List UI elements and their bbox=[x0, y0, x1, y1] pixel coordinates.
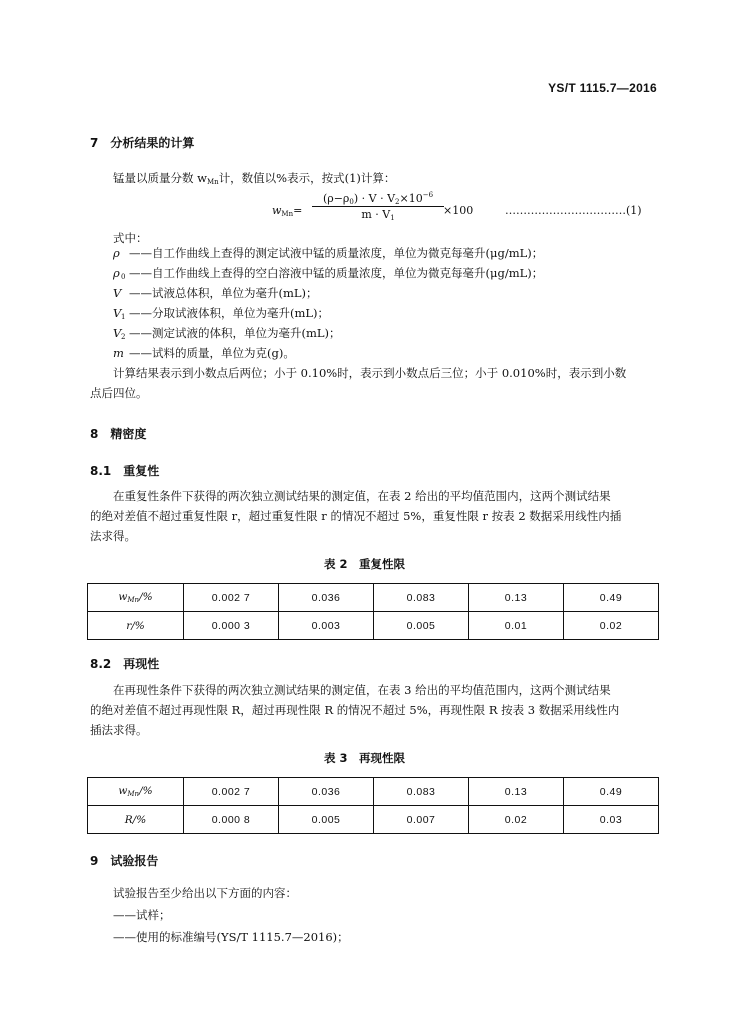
reproducibility-para-line3: 插法求得。 bbox=[90, 723, 148, 737]
formula-tail: ×100 bbox=[443, 204, 474, 217]
table-cell: 0.02 bbox=[469, 806, 564, 834]
table-cell: 0.036 bbox=[279, 584, 374, 612]
table-cell: 0.000 8 bbox=[184, 806, 279, 834]
reproducibility-para-line1: 在再现性条件下获得的两次独立测试结果的测定值，在表 3 给出的平均值范围内，这两个测试结果 bbox=[113, 683, 611, 697]
where-label: 式中： bbox=[113, 231, 148, 245]
section-7-intro: 锰量以质量分数 $w_{Mn}$计，数值以%表示，按式(1)计算： bbox=[113, 171, 396, 186]
formula-denominator: $m \cdot V_1$ bbox=[361, 208, 395, 222]
table-cell: 0.03 bbox=[564, 806, 659, 834]
section-8-1-heading: 8.1 重复性 bbox=[90, 464, 160, 478]
table-cell: 0.007 bbox=[374, 806, 469, 834]
table-cell: 0.005 bbox=[279, 806, 374, 834]
repeatability-para-line3: 法求得。 bbox=[90, 529, 136, 543]
table-cell: 0.02 bbox=[564, 612, 659, 640]
definition-item: V ——试液总体积，单位为毫升(mL)； bbox=[113, 286, 318, 300]
definition-item: ρ0 ——自工作曲线上查得的空白溶液中锰的质量浓度，单位为微克每毫升(μg/mL)； bbox=[113, 266, 544, 281]
repeatability-para-line1: 在重复性条件下获得的两次独立测试结果的测定值，在表 2 给出的平均值范围内，这两个测试结果 bbox=[113, 489, 611, 503]
report-item: ——使用的标准编号(YS/T 1115.7—2016)； bbox=[113, 930, 349, 944]
table-3-row1-label: $w_{Mn}/\%$ bbox=[88, 778, 184, 806]
formula-lhs: $w_{Mn}=$ bbox=[272, 204, 303, 218]
result-rule-line2: 点后四位。 bbox=[90, 386, 148, 400]
formula-numerator: $(\rho-\rho_0) \cdot V \cdot V_2\times 10^{-6}$ bbox=[322, 191, 434, 206]
table-cell: 0.000 3 bbox=[184, 612, 279, 640]
table-cell: 0.003 bbox=[279, 612, 374, 640]
table-cell: 0.002 7 bbox=[184, 584, 279, 612]
section-9-heading: 9 试验报告 bbox=[90, 854, 159, 868]
definition-item: ρ ——自工作曲线上查得的测定试液中锰的质量浓度，单位为微克每毫升(μg/mL)； bbox=[113, 246, 544, 260]
definition-item: V2 ——测定试液的体积，单位为毫升(mL)； bbox=[113, 326, 341, 341]
table-cell: 0.002 7 bbox=[184, 778, 279, 806]
table-row bbox=[88, 806, 659, 834]
repeatability-para-line2: 的绝对差值不超过重复性限 r，超过重复性限 r 的情况不超过 5%，重复性限 r 按表 2 数据采用线性内插 bbox=[90, 509, 622, 523]
definition-item: V1 ——分取试液体积，单位为毫升(mL)； bbox=[113, 306, 330, 321]
table-cell: 0.01 bbox=[469, 612, 564, 640]
table-3-row2-label: R/% bbox=[88, 806, 184, 834]
table-cell: 0.13 bbox=[469, 584, 564, 612]
table-cell: 0.036 bbox=[279, 778, 374, 806]
table-2-row1-label: $w_{Mn}/\%$ bbox=[88, 584, 184, 612]
table-cell: 0.083 bbox=[374, 584, 469, 612]
table-cell: 0.005 bbox=[374, 612, 469, 640]
definition-item: m ——试料的质量，单位为克(g)。 bbox=[113, 346, 295, 360]
table-row bbox=[88, 584, 659, 612]
report-item: ——试样； bbox=[113, 908, 171, 922]
table-3-caption: 表 3 再现性限 bbox=[323, 751, 405, 765]
report-intro: 试验报告至少给出以下方面的内容： bbox=[113, 886, 297, 900]
table-2 bbox=[87, 583, 659, 640]
section-8-heading: 8 精密度 bbox=[90, 427, 147, 441]
table-row bbox=[88, 612, 659, 640]
table-cell: 0.49 bbox=[564, 584, 659, 612]
table-3 bbox=[87, 777, 659, 834]
result-rule-line1: 计算结果表示到小数点后两位；小于 0.10%时，表示到小数点后三位；小于 0.010%时，表示到小数 bbox=[113, 366, 627, 380]
table-cell: 0.49 bbox=[564, 778, 659, 806]
table-2-row2-label: r/% bbox=[88, 612, 184, 640]
table-cell: 0.083 bbox=[374, 778, 469, 806]
standard-number: YS/T 1115.7—2016 bbox=[548, 81, 657, 95]
table-2-caption: 表 2 重复性限 bbox=[323, 557, 405, 571]
reproducibility-para-line2: 的绝对差值不超过再现性限 R，超过再现性限 R 的情况不超过 5%，再现性限 R 按表 3 数据采用线性内 bbox=[90, 703, 620, 717]
section-7-heading: 7 分析结果的计算 bbox=[90, 136, 195, 150]
section-8-2-heading: 8.2 再现性 bbox=[90, 657, 160, 671]
formula-number: ……………………………(1) bbox=[505, 204, 642, 217]
table-row bbox=[88, 778, 659, 806]
table-cell: 0.13 bbox=[469, 778, 564, 806]
formula-fraction bbox=[312, 191, 444, 222]
